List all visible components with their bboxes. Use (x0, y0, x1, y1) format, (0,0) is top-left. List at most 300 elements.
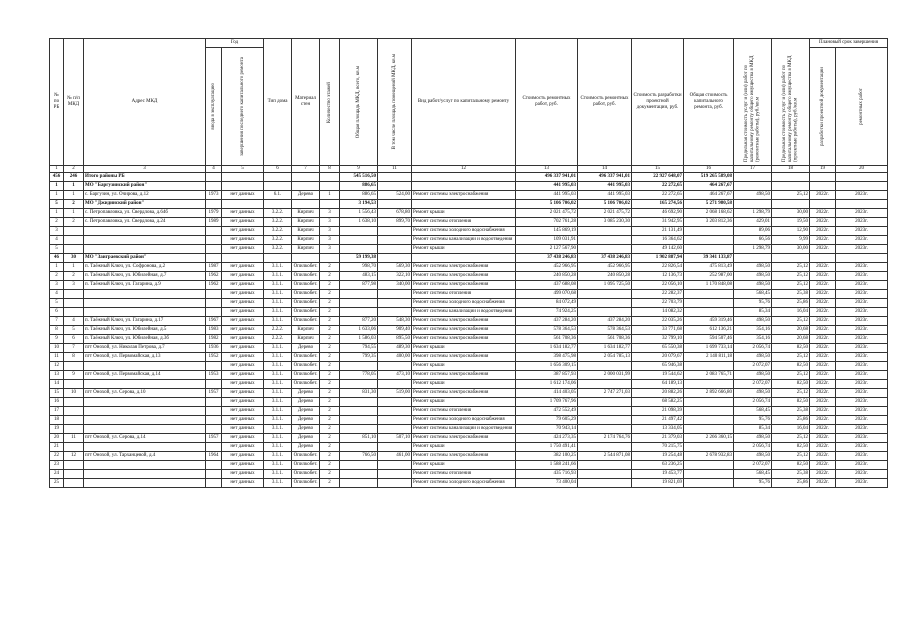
cell-design-cost: 70 215,75 (632, 443, 684, 452)
cell-mkd-number (64, 425, 84, 434)
cell-house-type: 3.2.2. (264, 245, 292, 254)
cell-total-area: 778,05 (340, 371, 378, 380)
cell-year-commission (206, 182, 222, 191)
column-number-row (50, 166, 888, 173)
cell-plan-design (810, 254, 836, 263)
cell-total-area: 1 586,03 (340, 335, 378, 344)
cell-premises-area: 899,70 (378, 218, 412, 227)
cell-year-last-repair: нет данных (222, 479, 264, 488)
cell-rb-number: 5 (50, 200, 64, 209)
cell-mkd-number: 1 (64, 191, 84, 200)
cell-rb-number: 3 (50, 281, 64, 290)
cell-repair-cost-2 (578, 308, 632, 317)
cell-repair-cost: 702 761,28 (516, 218, 578, 227)
cell-rb-number: 5 (50, 245, 64, 254)
cell-floors: 2 (320, 380, 340, 389)
cell-wall-material: Кирпич (292, 326, 320, 335)
cell-plan-design: 2022г. (810, 425, 836, 434)
cell-repair-cost-2 (578, 479, 632, 488)
cell-wall-material: Дерево (292, 389, 320, 398)
cell-address (84, 416, 206, 425)
cell-design-cost: 19 254,48 (632, 452, 684, 461)
table-row (50, 290, 888, 299)
cell-repair-cost-2: 2 000 031,99 (578, 371, 632, 380)
cell-work-type: Ремонт системы электроснабжения (412, 281, 516, 290)
cell-plan-design: 2022г. (810, 380, 836, 389)
cell-address: п. Таёжный Ключ, ул. Юбилейная, д.5 (84, 326, 206, 335)
cell-house-type: 3.2.2. (264, 209, 292, 218)
cell-address (84, 299, 206, 308)
cell-year-commission: 1987 (206, 263, 222, 272)
cell-work-type: Ремонт системы электроснабжения (412, 317, 516, 326)
cell-work-type: Ремонт системы отопления (412, 470, 516, 479)
cell-house-type: 3.1.1. (264, 398, 292, 407)
cell-rb-number: 1 (50, 191, 64, 200)
cell-premises-area (378, 425, 412, 434)
cell-mkd-number (64, 299, 84, 308)
cell-premises-area (378, 443, 412, 452)
cell-wall-material: Кирпич (292, 227, 320, 236)
cell-rb-number: 1 (50, 263, 64, 272)
cell-year-commission: 1967 (206, 317, 222, 326)
cell-plan-design: 2022г. (810, 443, 836, 452)
cell-repair-cost: 578 364,53 (516, 326, 578, 335)
cell-house-type: 3.1.1. (264, 479, 292, 488)
cell-design-cost: 13 334,05 (632, 425, 684, 434)
cell-total-cost: 2 266 360,15 (684, 434, 734, 443)
table-row (50, 434, 888, 443)
cell-repair-cost: 441 995,03 (516, 182, 578, 191)
header-floors-text: Количество этажей (326, 81, 332, 123)
cell-rb-number: 19 (50, 425, 64, 434)
cell-house-type: 3.2.2. (264, 218, 292, 227)
cell-premises-area (378, 182, 412, 191)
cell-house-type: 3.1.1. (264, 290, 292, 299)
cell-year-commission: 1962 (206, 281, 222, 290)
cell-rb-number: 1 (50, 182, 64, 191)
cell-repair-cost-2: 37 438 246,83 (578, 254, 632, 263)
cell-work-type (412, 173, 516, 182)
cell-year-commission (206, 245, 222, 254)
cell-total-area: 1 633,06 (340, 326, 378, 335)
cell-total-area: 877,20 (340, 317, 378, 326)
cell-mkd-number: 1 (64, 263, 84, 272)
cell-address (84, 227, 206, 236)
cell-repair-cost: 435 716,93 (516, 470, 578, 479)
cell-work-type: Ремонт крыши (412, 443, 516, 452)
cell-floors: 2 (320, 353, 340, 362)
cell-total-cost: 594 507,46 (684, 335, 734, 344)
cell-plan-repair: 2023г. (836, 416, 888, 425)
cell-limit-design: 25,12 (772, 371, 810, 380)
cell-plan-repair: 2023г. (836, 389, 888, 398)
cell-year-commission (206, 470, 222, 479)
cell-plan-repair: 2023г. (836, 461, 888, 470)
cell-total-cost: 252 987,00 (684, 272, 734, 281)
cell-limit-repair: 2 056,74 (734, 344, 772, 353)
table-row (50, 479, 888, 488)
cell-mkd-number: 246 (64, 173, 84, 182)
cell-year-last-repair: нет данных (222, 407, 264, 416)
cell-year-last-repair: нет данных (222, 227, 264, 236)
cell-floors: 2 (320, 308, 340, 317)
cell-rb-number: 5 (50, 299, 64, 308)
cell-year-last-repair (222, 182, 264, 191)
cell-house-type: 3.1.1. (264, 389, 292, 398)
cell-wall-material: Кирпич (292, 218, 320, 227)
cell-wall-material: Дерево (292, 398, 320, 407)
cell-work-type (412, 200, 516, 209)
cell-limit-design (772, 254, 810, 263)
cell-year-last-repair: нет данных (222, 470, 264, 479)
cell-repair-cost-2 (578, 362, 632, 371)
cell-repair-cost-2: 2 544 871,08 (578, 452, 632, 461)
cell-plan-design: 2022г. (810, 245, 836, 254)
cell-work-type: Ремонт крыши (412, 344, 516, 353)
cell-house-type (264, 254, 292, 263)
cell-plan-repair: 2023г. (836, 470, 888, 479)
cell-year-commission: 1957 (206, 434, 222, 443)
cell-limit-repair: 354,16 (734, 326, 772, 335)
cell-address: п. Таёжный Ключ, ул. Гагарина, д.17 (84, 317, 206, 326)
cell-total-cost (684, 398, 734, 407)
cell-rb-number: 12 (50, 362, 64, 371)
cell-year-commission (206, 254, 222, 263)
cell-year-last-repair: нет данных (222, 371, 264, 380)
cell-rb-number: 21 (50, 443, 64, 452)
cell-work-type: Ремонт системы канализации и водоотведения (412, 236, 516, 245)
cell-plan-repair: 2023г. (836, 443, 888, 452)
cell-wall-material: Опилкобет. (292, 461, 320, 470)
table-row (50, 443, 888, 452)
cell-floors (320, 182, 340, 191)
cell-plan-repair (836, 254, 888, 263)
cell-limit-design: 82,50 (772, 344, 810, 353)
cell-wall-material (292, 254, 320, 263)
cell-year-commission: 1983 (206, 326, 222, 335)
cell-plan-design: 2022г. (810, 362, 836, 371)
cell-limit-design: 9,99 (772, 236, 810, 245)
cell-total-cost: 1 170 848,08 (684, 281, 734, 290)
cell-limit-repair: 2 072,07 (734, 461, 772, 470)
cell-plan-design: 2022г. (810, 218, 836, 227)
cell-limit-repair: 498,50 (734, 371, 772, 380)
cell-limit-design: 25,12 (772, 452, 810, 461)
cell-plan-design: 2022г. (810, 191, 836, 200)
cell-design-cost: 49 142,60 (632, 245, 684, 254)
cell-mkd-number: 10 (64, 389, 84, 398)
cell-rb-number: 14 (50, 380, 64, 389)
cell-work-type: Ремонт системы холодного водоснабжения (412, 416, 516, 425)
cell-address: пгт Онохой, ул. Первомайская, д.14 (84, 371, 206, 380)
cell-design-cost: 21 379,03 (632, 434, 684, 443)
header-premises-area (378, 39, 412, 166)
cell-plan-repair (836, 182, 888, 191)
cell-work-type: Ремонт системы электроснабжения (412, 191, 516, 200)
cell-repair-cost-2 (578, 461, 632, 470)
table-group-row (50, 173, 888, 182)
cell-house-type: 3.2.2. (264, 227, 292, 236)
cell-floors: 1 (320, 191, 340, 200)
cell-rb-number: 6 (50, 308, 64, 317)
cell-year-commission: 1964 (206, 452, 222, 461)
header-repair-cost-2: Стоимость ремонтных работ, руб. (578, 39, 632, 166)
cell-total-area: 766,50 (340, 452, 378, 461)
cell-address (84, 398, 206, 407)
cell-rb-number: 456 (50, 173, 64, 182)
cell-floors: 2 (320, 344, 340, 353)
table-group-row (50, 200, 888, 209)
cell-rb-number: 10 (50, 344, 64, 353)
table-body (50, 173, 888, 488)
cell-wall-material: Опилкобет. (292, 308, 320, 317)
cell-limit-design: 25,86 (772, 416, 810, 425)
cell-total-area (340, 461, 378, 470)
table-group-row (50, 254, 888, 263)
cell-repair-cost-2 (578, 227, 632, 236)
cell-floors: 2 (320, 362, 340, 371)
header-repair-cost: Стоимость ремонтных работ, руб. (516, 39, 578, 166)
cell-repair-cost-2 (578, 443, 632, 452)
cell-year-commission (206, 200, 222, 209)
cell-wall-material: Дерево (292, 344, 320, 353)
cell-total-cost (684, 299, 734, 308)
cell-work-type: Ремонт крыши (412, 209, 516, 218)
cell-house-type: 3.1.1. (264, 443, 292, 452)
cell-repair-cost: 1 709 767,96 (516, 398, 578, 407)
cell-design-cost: 22 927 648,07 (632, 173, 684, 182)
cell-rb-number: 11 (50, 353, 64, 362)
cell-limit-design: 25,86 (772, 299, 810, 308)
cell-limit-repair (734, 254, 772, 263)
header-design-cost: Стоимость разработки проектной документации, руб. (632, 39, 684, 166)
column-number: 4 (206, 166, 222, 173)
cell-year-commission: 1936 (206, 344, 222, 353)
column-number: 14 (578, 166, 632, 173)
cell-design-cost: 1 902 887,94 (632, 254, 684, 263)
cell-floors: 2 (320, 389, 340, 398)
table-row (50, 263, 888, 272)
cell-work-type: Ремонт системы электроснабжения (412, 389, 516, 398)
cell-work-type: Ремонт системы электроснабжения (412, 263, 516, 272)
cell-premises-area (378, 461, 412, 470)
cell-design-cost: 22 272,65 (632, 191, 684, 200)
cell-rb-number: 2 (50, 218, 64, 227)
cell-repair-cost-2: 2 054 785,13 (578, 353, 632, 362)
cell-year-last-repair: нет данных (222, 281, 264, 290)
cell-wall-material: Опилкобет. (292, 452, 320, 461)
column-number: 15 (632, 166, 684, 173)
header-house-type: Тип дома (264, 39, 292, 166)
cell-rb-number: 9 (50, 335, 64, 344)
cell-year-commission: 1957 (206, 389, 222, 398)
cell-wall-material: Опилкобет. (292, 470, 320, 479)
cell-premises-area: 322,10 (378, 272, 412, 281)
cell-repair-cost-2 (578, 245, 632, 254)
table-row (50, 191, 888, 200)
cell-floors: 2 (320, 299, 340, 308)
cell-floors: 3 (320, 218, 340, 227)
cell-repair-cost: 2 021 475,72 (516, 209, 578, 218)
cell-wall-material: Опилкобет. (292, 380, 320, 389)
cell-year-commission (206, 290, 222, 299)
header-year-commission-text: ввода в эксплуатацию (210, 83, 216, 130)
column-number: 12 (412, 166, 516, 173)
cell-repair-cost: 109 031,91 (516, 236, 578, 245)
cell-plan-design: 2022г. (810, 281, 836, 290)
cell-repair-cost-2: 561 708,36 (578, 335, 632, 344)
cell-house-type: 3.1.1. (264, 362, 292, 371)
cell-wall-material: Опилкобет. (292, 362, 320, 371)
cell-address (84, 380, 206, 389)
cell-repair-cost: 499 070,68 (516, 290, 578, 299)
cell-limit-repair: 1 298,79 (734, 245, 772, 254)
table-row (50, 362, 888, 371)
cell-limit-repair: 498,50 (734, 272, 772, 281)
cell-plan-repair: 2023г. (836, 317, 888, 326)
cell-floors: 2 (320, 425, 340, 434)
cell-wall-material (292, 182, 320, 191)
cell-total-area: 877,98 (340, 281, 378, 290)
header-plan-group: Плановый срок завершения (810, 39, 888, 48)
cell-year-commission (206, 407, 222, 416)
cell-address (84, 308, 206, 317)
cell-limit-design: 82,50 (772, 461, 810, 470)
header-wall-material: Материал стен (292, 39, 320, 166)
cell-design-cost: 22 703,79 (632, 299, 684, 308)
header-address: Адрес МКД (84, 39, 206, 166)
cell-total-area: 851,10 (340, 434, 378, 443)
cell-floors: 2 (320, 398, 340, 407)
column-number: 8 (320, 166, 340, 173)
cell-premises-area: 678,80 (378, 209, 412, 218)
cell-total-area (340, 398, 378, 407)
cell-house-type: 3.1.1. (264, 371, 292, 380)
cell-plan-repair: 2023г. (836, 326, 888, 335)
cell-limit-design: 20,68 (772, 326, 810, 335)
cell-year-commission: 1952 (206, 353, 222, 362)
cell-work-type: Ремонт системы холодного водоснабжения (412, 227, 516, 236)
cell-mkd-number (64, 461, 84, 470)
cell-total-area (340, 479, 378, 488)
cell-limit-repair: 2 072,07 (734, 362, 772, 371)
table-row (50, 236, 888, 245)
column-number: 9 (340, 166, 378, 173)
header-limit-repair-text: Предельная стоимость услуг и (или) работ по капитальному ремонту общего имущества в МКД (ремонтные работы), руб./кв.м (743, 55, 761, 162)
cell-floors: 2 (320, 326, 340, 335)
header-year-last-repair-text: завершения последнего капитального ремонта (239, 56, 245, 157)
cell-repair-cost-2: 441 995,03 (578, 182, 632, 191)
cell-address: пгт Онохой, ул. Первомайская, д.13 (84, 353, 206, 362)
table-row (50, 425, 888, 434)
cell-rb-number: 8 (50, 326, 64, 335)
cell-plan-design: 2022г. (810, 452, 836, 461)
cell-limit-repair (734, 173, 772, 182)
cell-premises-area (378, 254, 412, 263)
cell-design-cost: 20 079,67 (632, 353, 684, 362)
table-row (50, 416, 888, 425)
cell-work-type: Ремонт крыши (412, 245, 516, 254)
cell-total-cost: 3 203 812,36 (684, 218, 734, 227)
cell-house-type: 3.1.1. (264, 407, 292, 416)
cell-limit-repair: 498,50 (734, 263, 772, 272)
cell-rb-number: 18 (50, 416, 64, 425)
cell-mkd-number: 2 (64, 272, 84, 281)
cell-plan-repair: 2023г. (836, 380, 888, 389)
cell-year-last-repair: нет данных (222, 425, 264, 434)
cell-plan-repair: 2023г. (836, 353, 888, 362)
cell-repair-cost: 414 403,05 (516, 389, 578, 398)
capital-repair-table (49, 38, 888, 488)
cell-design-cost: 33 771,68 (632, 326, 684, 335)
cell-plan-design: 2022г. (810, 263, 836, 272)
cell-mkd-number: 7 (64, 344, 84, 353)
cell-wall-material: Дерево (292, 416, 320, 425)
cell-total-area: 1 556,43 (340, 209, 378, 218)
cell-wall-material: Кирпич (292, 236, 320, 245)
cell-floors: 2 (320, 452, 340, 461)
cell-year-last-repair: нет данных (222, 326, 264, 335)
cell-design-cost: 19 544,62 (632, 371, 684, 380)
cell-floors: 2 (320, 281, 340, 290)
cell-premises-area: 548,30 (378, 317, 412, 326)
cell-plan-design: 2022г. (810, 272, 836, 281)
cell-total-cost: 1 699 733,14 (684, 344, 734, 353)
table-row (50, 389, 888, 398)
cell-total-area: 483,15 (340, 272, 378, 281)
cell-address: Итого районы РБ (84, 173, 206, 182)
header-col-2: № п/п МКД (64, 39, 84, 166)
cell-address (84, 470, 206, 479)
cell-plan-design: 2022г. (810, 326, 836, 335)
cell-limit-repair: 89,06 (734, 227, 772, 236)
cell-year-commission (206, 236, 222, 245)
cell-plan-design: 2022г. (810, 290, 836, 299)
cell-year-commission: 1973 (206, 191, 222, 200)
cell-year-last-repair: нет данных (222, 209, 264, 218)
cell-address (84, 236, 206, 245)
cell-year-last-repair: нет данных (222, 263, 264, 272)
cell-limit-repair: 2 072,07 (734, 380, 772, 389)
cell-limit-design: 82,50 (772, 380, 810, 389)
cell-repair-cost-2 (578, 398, 632, 407)
table-row (50, 326, 888, 335)
cell-rb-number: 13 (50, 371, 64, 380)
cell-rb-number: 20 (50, 434, 64, 443)
cell-repair-cost-2: 2 747 271,03 (578, 389, 632, 398)
cell-total-cost (684, 245, 734, 254)
cell-rb-number: 7 (50, 317, 64, 326)
header-plan-repair-text: ремонтных работ (858, 88, 864, 125)
column-number: 19 (810, 166, 836, 173)
cell-floors: 2 (320, 470, 340, 479)
cell-wall-material (292, 200, 320, 209)
cell-repair-cost-2: 240 850,28 (578, 272, 632, 281)
cell-design-cost: 19 821,69 (632, 479, 684, 488)
cell-total-area: 886,65 (340, 182, 378, 191)
cell-limit-repair: 568,45 (734, 290, 772, 299)
cell-rb-number: 3 (50, 227, 64, 236)
column-number: 5 (222, 166, 264, 173)
cell-limit-design: 25,12 (772, 272, 810, 281)
cell-repair-cost: 1 656 309,15 (516, 362, 578, 371)
cell-address: пгт Онохой, ул. Николая Петрова, д.7 (84, 344, 206, 353)
header-year-group: Год (206, 39, 264, 48)
cell-limit-repair: 2 056,74 (734, 443, 772, 452)
cell-address (84, 425, 206, 434)
cell-mkd-number: 6 (64, 335, 84, 344)
cell-design-cost: 68 582,25 (632, 398, 684, 407)
